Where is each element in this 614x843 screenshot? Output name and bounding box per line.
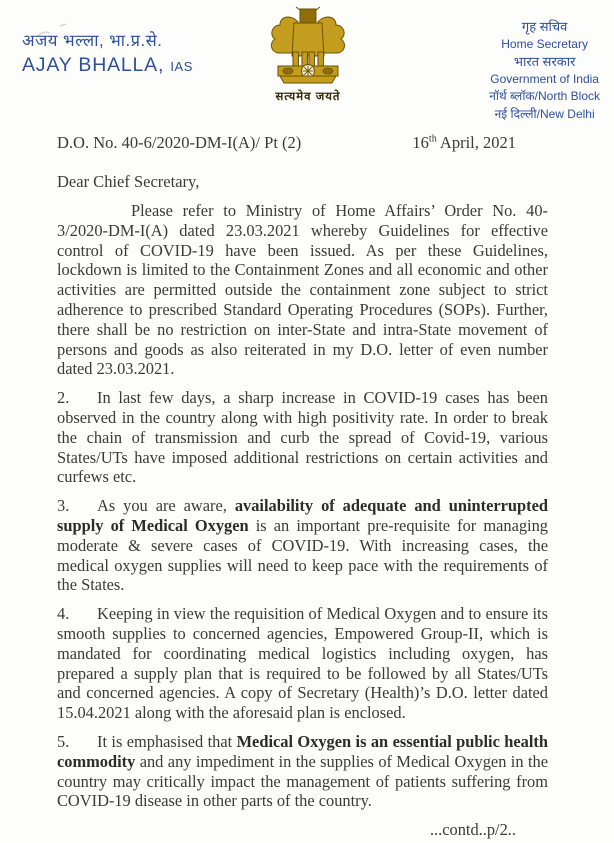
letter-paragraph <box>57 732 548 811</box>
date-ordinal: th <box>428 133 437 145</box>
letter-paragraph <box>57 604 548 723</box>
office-line-designation-english: Home Secretary <box>501 36 588 51</box>
office-line-govt-english: Government of India <box>490 71 599 86</box>
office-line-designation-hindi: गृह सचिव <box>521 19 568 34</box>
office-line-north-block: नॉर्थ ब्लॉक/North Block <box>489 89 600 103</box>
emphasis-text: availability of adequate and uninterrupted supply of Medical Oxygen <box>57 496 548 535</box>
letter-body <box>0 133 614 840</box>
date-day: 16 <box>412 133 429 152</box>
letter-paragraph <box>57 496 548 595</box>
paragraph-number: 2. <box>57 388 70 408</box>
sender-name-english-main: AJAY BHALLA, <box>22 54 165 76</box>
paragraph-text: Keeping in view the requisition of Medical Oxygen and to ensure its smooth supplies to concerned agencies, Empowered Group-II, which is mandated for coordinating medical logistics including oxygen, has prepared a supply plan that is required to be followed by all States/UTs and concerned agencies. A copy of Secretary (Health)’s D.O. letter dated 15.04.2021 along with the aforesaid plan is enclosed. <box>57 604 548 723</box>
sender-name-english <box>22 52 193 80</box>
paragraph-number: 3. <box>57 496 70 516</box>
salutation: Dear Chief Secretary, <box>57 172 200 191</box>
paragraph-text: and any impediment in the supplies of Medical Oxygen in the country may critically impact the management of patients suffering from COVID-19 disease in other parts of the country. <box>57 751 548 811</box>
paragraph-number: 5. <box>57 731 70 751</box>
letterhead <box>0 0 614 120</box>
paragraph-text: Please refer to Ministry of Home Affairs’ Order No. 40-3/2020-DM-I(A) dated 23.03.2021 whereby Guidelines for effective control of COVID-19 have been issued. As per these Guidelines, lockdown is limited to the Containment Zones and all economic and other activities are permitted outside the containment zone subject to strict adherence to prescribed Standard Operating Procedures (SOPs). Further, there shall be no restriction on inter-State and intra-State movement of persons and goods as also reiterated in my D.O. letter of even number dated 23.03.2021. <box>57 201 548 379</box>
paragraph-text: As you are aware, <box>97 496 235 516</box>
office-address-block <box>489 18 600 123</box>
paragraph-number: 4. <box>57 604 70 624</box>
reference-number: D.O. No. 40-6/2020-DM-I(A)/ Pt (2) <box>57 133 302 152</box>
letter-paragraph <box>57 201 548 379</box>
letter-date <box>412 133 548 153</box>
continuation-note: ...contd..p/2.. <box>429 820 516 840</box>
emblem-motto: सत्यमेव जयते <box>275 91 341 103</box>
paragraph-text: is an important pre-requisite for managing moderate & severe cases of COVID-19. With increasing cases, the medical oxygen supplies will need to keep pace with the requirements of the States. <box>57 515 548 595</box>
emblem-block <box>260 6 356 104</box>
sender-block <box>22 30 193 80</box>
sender-name-hindi: अजय भल्ला, भा.प्र.से. <box>22 32 163 50</box>
emphasis-text: Medical Oxygen is an essential public health commodity <box>57 731 548 771</box>
paragraph-text: It is emphasised that <box>97 731 237 751</box>
paragraphs <box>57 201 548 811</box>
letter-paragraph <box>57 388 548 487</box>
date-rest: April, 2021 <box>436 133 516 152</box>
office-line-govt-hindi: भारत सरकार <box>513 54 576 69</box>
sender-name-suffix: IAS <box>170 59 193 74</box>
paragraph-text: In last few days, a sharp increase in COVID-19 cases has been observed in the country along with high positivity rate. In order to break the chain of transmission and curb the spread of Covid-19, various States/UTs have imposed additional restrictions on certain activities and curfews etc. <box>57 388 548 487</box>
state-emblem-icon <box>267 6 349 86</box>
reference-row <box>57 133 548 153</box>
office-line-new-delhi: नई दिल्ली/New Delhi <box>494 106 595 121</box>
